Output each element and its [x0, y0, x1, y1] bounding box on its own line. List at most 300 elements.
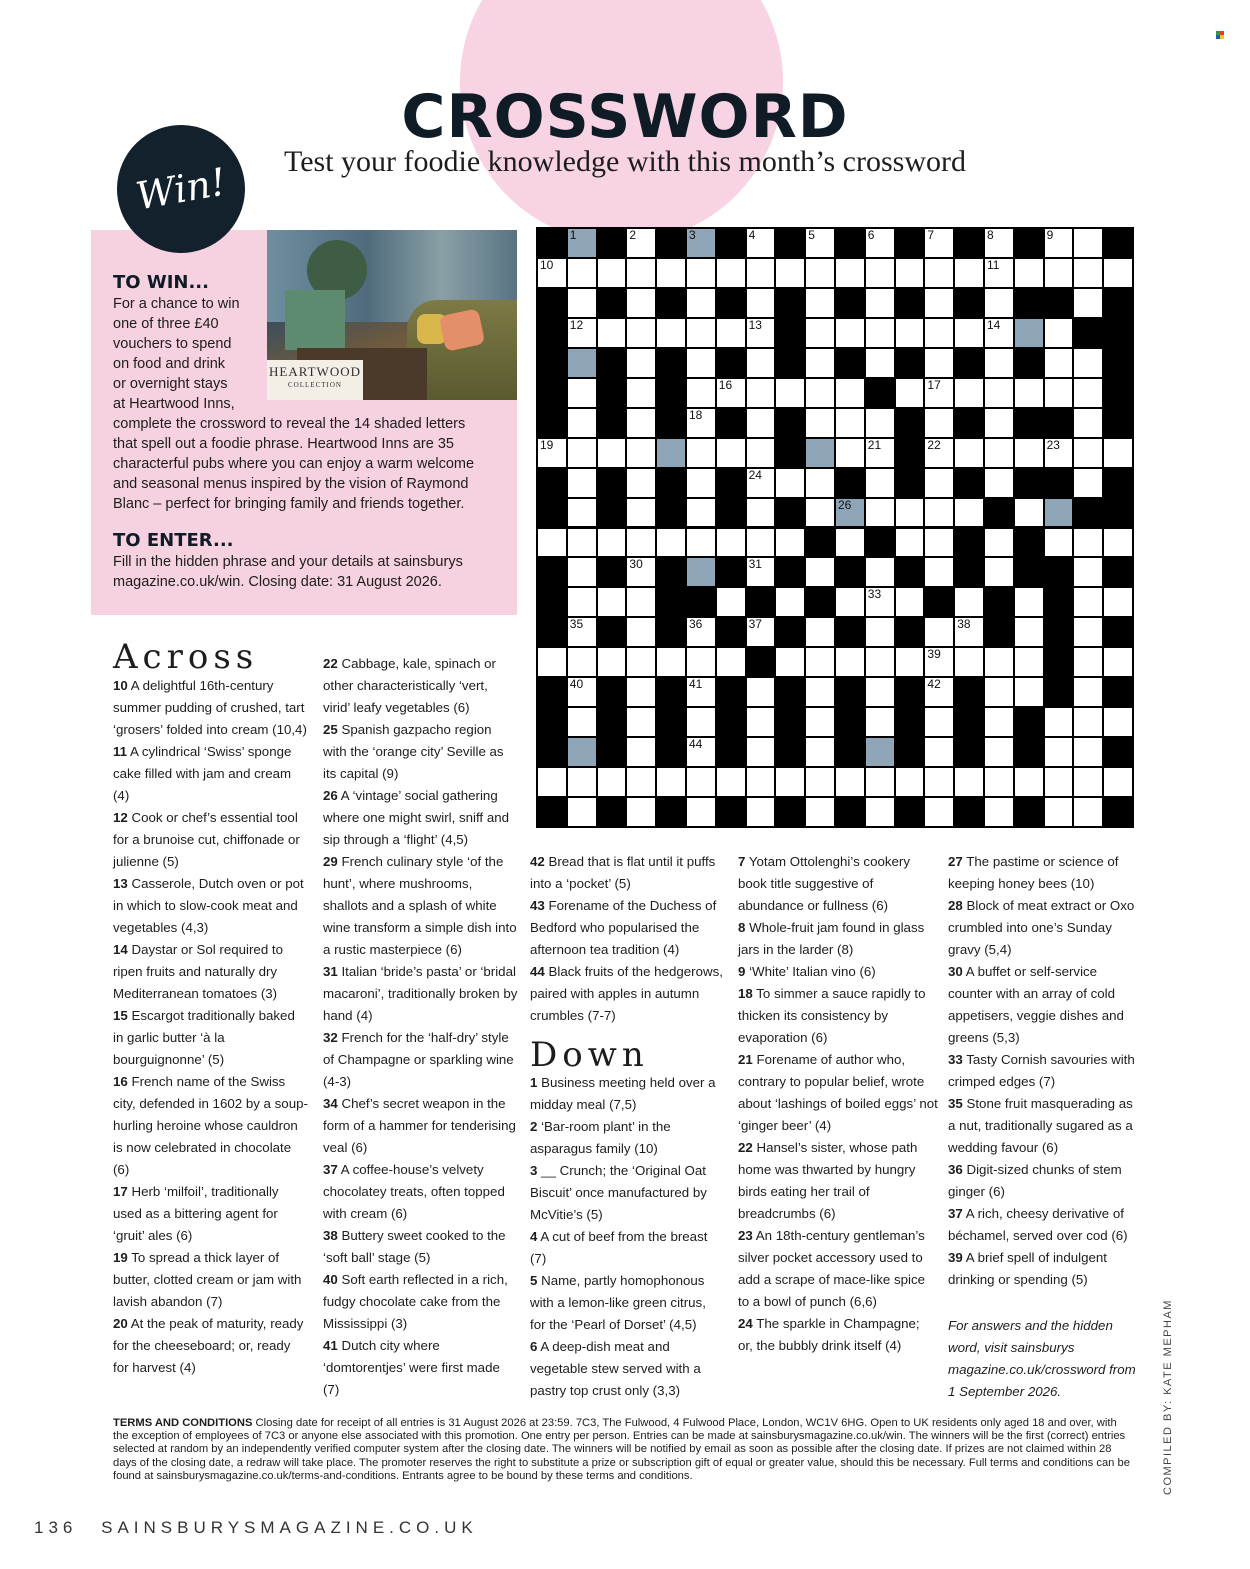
- grid-cell[interactable]: [687, 439, 715, 467]
- grid-cell[interactable]: [776, 469, 804, 497]
- grid-cell[interactable]: [747, 229, 775, 257]
- grid-cell[interactable]: [717, 319, 745, 347]
- clue-text: Black fruits of the hedgerows, paired with apples in autumn crumbles (7-7): [530, 964, 723, 1023]
- grid-cell[interactable]: [747, 409, 775, 437]
- grid-cell[interactable]: [1045, 798, 1073, 826]
- grid-cell[interactable]: [866, 588, 894, 616]
- grid-cell[interactable]: [1104, 708, 1132, 736]
- grid-cell[interactable]: [627, 319, 655, 347]
- grid-cell[interactable]: [717, 379, 745, 407]
- grid-cell[interactable]: [1074, 798, 1102, 826]
- grid-cell[interactable]: [866, 439, 894, 467]
- grid-cell[interactable]: [1015, 618, 1043, 646]
- grid-cell[interactable]: [657, 259, 685, 287]
- cell-number: 41: [689, 677, 703, 692]
- grid-cell[interactable]: [568, 469, 596, 497]
- grid-cell[interactable]: [1045, 708, 1073, 736]
- grid-cell[interactable]: [985, 349, 1013, 377]
- grid-cell[interactable]: [1045, 529, 1073, 557]
- grid-cell[interactable]: [955, 319, 983, 347]
- grid-cell[interactable]: [627, 588, 655, 616]
- grid-cell[interactable]: [776, 768, 804, 796]
- grid-cell[interactable]: [925, 469, 953, 497]
- grid-cell[interactable]: [806, 259, 834, 287]
- grid-cell[interactable]: [627, 229, 655, 257]
- grid-cell[interactable]: [866, 469, 894, 497]
- grid-cell[interactable]: [568, 289, 596, 317]
- grid-cell[interactable]: [836, 588, 864, 616]
- clue-number: 25: [323, 722, 338, 737]
- grid-cell[interactable]: [806, 678, 834, 706]
- grid-cell[interactable]: [717, 529, 745, 557]
- grid-cell[interactable]: [925, 798, 953, 826]
- cell-number: 18: [689, 407, 703, 422]
- grid-cell[interactable]: [568, 678, 596, 706]
- grid-cell[interactable]: [836, 529, 864, 557]
- clue-text: Buttery sweet cooked to the ‘soft ball’ stage (5): [323, 1228, 506, 1265]
- grid-cell[interactable]: [627, 529, 655, 557]
- grid-cell[interactable]: [1074, 738, 1102, 766]
- grid-cell[interactable]: [776, 648, 804, 676]
- grid-cell[interactable]: [687, 409, 715, 437]
- grid-cell[interactable]: [747, 708, 775, 736]
- grid-cell[interactable]: [1045, 439, 1073, 467]
- grid-cell[interactable]: [866, 349, 894, 377]
- grid-cell[interactable]: [657, 529, 685, 557]
- grid-cell[interactable]: [925, 678, 953, 706]
- grid-cell[interactable]: [1015, 319, 1043, 347]
- to-win-body: [113, 414, 474, 514]
- grid-cell[interactable]: [687, 798, 715, 826]
- grid-cell[interactable]: [1074, 558, 1102, 586]
- grid-cell[interactable]: [1074, 379, 1102, 407]
- grid-cell[interactable]: [747, 379, 775, 407]
- grid-cell[interactable]: [1015, 678, 1043, 706]
- grid-cell[interactable]: [836, 768, 864, 796]
- grid-cell[interactable]: [1104, 588, 1132, 616]
- grid-cell[interactable]: [1015, 439, 1043, 467]
- clue-number: 22: [738, 1140, 753, 1155]
- grid-cell[interactable]: [747, 529, 775, 557]
- grid-cell[interactable]: [1104, 529, 1132, 557]
- grid-cell[interactable]: [657, 439, 685, 467]
- cell-number: 38: [957, 617, 971, 632]
- clue-text: Digit-sized chunks of stem ginger (6): [948, 1162, 1122, 1199]
- grid-cell[interactable]: [806, 469, 834, 497]
- grid-cell[interactable]: [896, 529, 924, 557]
- grid-cell[interactable]: [1104, 648, 1132, 676]
- grid-cell[interactable]: [598, 319, 626, 347]
- clue: [530, 1270, 725, 1336]
- grid-cell[interactable]: [925, 439, 953, 467]
- grid-cell[interactable]: [806, 738, 834, 766]
- grid-cell[interactable]: [925, 289, 953, 317]
- grid-cell[interactable]: [568, 768, 596, 796]
- grid-cell[interactable]: [1015, 648, 1043, 676]
- grid-cell[interactable]: [538, 529, 566, 557]
- clue-number: 28: [948, 898, 963, 913]
- promo-line: complete the crossword to reveal the 14 shaded letters: [113, 416, 466, 432]
- clue-text: To spread a thick layer of butter, clotted cream or jam with lavish abandon (7): [113, 1250, 302, 1309]
- grid-cell[interactable]: [1045, 349, 1073, 377]
- grid-cell[interactable]: [836, 648, 864, 676]
- grid-cell[interactable]: [568, 319, 596, 347]
- grid-cell[interactable]: [836, 259, 864, 287]
- grid-cell[interactable]: [627, 379, 655, 407]
- grid-cell[interactable]: [836, 319, 864, 347]
- grid-cell[interactable]: [598, 768, 626, 796]
- grid-cell[interactable]: [538, 259, 566, 287]
- grid-cell[interactable]: [866, 708, 894, 736]
- grid-cell[interactable]: [866, 409, 894, 437]
- grid-cell[interactable]: [598, 259, 626, 287]
- grid-cell[interactable]: [955, 588, 983, 616]
- grid-cell[interactable]: [866, 618, 894, 646]
- grid-cell[interactable]: [985, 529, 1013, 557]
- grid-cell[interactable]: [866, 259, 894, 287]
- grid-cell[interactable]: [568, 558, 596, 586]
- grid-cell[interactable]: [538, 648, 566, 676]
- grid-cell[interactable]: [568, 229, 596, 257]
- grid-cell[interactable]: [687, 349, 715, 377]
- clue-number: 9: [738, 964, 746, 979]
- grid-cell[interactable]: [776, 588, 804, 616]
- grid-cell[interactable]: [747, 469, 775, 497]
- grid-cell[interactable]: [687, 229, 715, 257]
- grid-cell[interactable]: [985, 319, 1013, 347]
- grid-cell[interactable]: [1045, 229, 1073, 257]
- grid-cell[interactable]: [985, 768, 1013, 796]
- grid-cell[interactable]: [627, 259, 655, 287]
- grid-cell[interactable]: [1074, 768, 1102, 796]
- grid-cell[interactable]: [568, 798, 596, 826]
- clue-number: 42: [530, 854, 545, 869]
- grid-cell[interactable]: [806, 289, 834, 317]
- grid-cell[interactable]: [955, 648, 983, 676]
- grid-cell[interactable]: [598, 529, 626, 557]
- clue-text: A cut of beef from the breast (7): [530, 1229, 708, 1266]
- grid-cell[interactable]: [985, 469, 1013, 497]
- grid-cell[interactable]: [985, 678, 1013, 706]
- grid-cell[interactable]: [717, 259, 745, 287]
- grid-cell[interactable]: [747, 349, 775, 377]
- grid-cell[interactable]: [806, 229, 834, 257]
- grid-cell[interactable]: [806, 708, 834, 736]
- clue-text: Business meeting held over a midday meal (7,5): [530, 1075, 716, 1112]
- grid-cell[interactable]: [1074, 678, 1102, 706]
- grid-cell[interactable]: [687, 469, 715, 497]
- grid-cell[interactable]: [687, 618, 715, 646]
- grid-cell[interactable]: [866, 798, 894, 826]
- grid-cell[interactable]: [1015, 259, 1043, 287]
- grid-cell[interactable]: [1104, 439, 1132, 467]
- grid-cell[interactable]: [866, 319, 894, 347]
- grid-cell[interactable]: [1074, 349, 1102, 377]
- grid-cell[interactable]: [896, 648, 924, 676]
- grid-cell[interactable]: [866, 648, 894, 676]
- grid-cell[interactable]: [1074, 439, 1102, 467]
- grid-cell[interactable]: [627, 499, 655, 527]
- grid-cell[interactable]: [776, 259, 804, 287]
- grid-cell[interactable]: [568, 499, 596, 527]
- grid-cell[interactable]: [717, 439, 745, 467]
- grid-cell[interactable]: [866, 289, 894, 317]
- grid-cell[interactable]: [806, 648, 834, 676]
- promo-line: at Heartwood Inns,: [113, 396, 235, 413]
- clue-number: 26: [323, 788, 338, 803]
- grid-cell[interactable]: [687, 678, 715, 706]
- grid-cell[interactable]: [985, 648, 1013, 676]
- grid-cell[interactable]: [776, 529, 804, 557]
- grid-cell[interactable]: [717, 588, 745, 616]
- grid-cell[interactable]: [955, 379, 983, 407]
- grid-cell[interactable]: [568, 349, 596, 377]
- grid-cell[interactable]: [806, 618, 834, 646]
- grid-cell[interactable]: [806, 379, 834, 407]
- grid-cell[interactable]: [1104, 259, 1132, 287]
- grid-cell[interactable]: [598, 588, 626, 616]
- grid-cell[interactable]: [627, 768, 655, 796]
- grid-cell[interactable]: [776, 379, 804, 407]
- grid-cell[interactable]: [627, 648, 655, 676]
- grid-cell[interactable]: [925, 409, 953, 437]
- grid-cell[interactable]: [568, 588, 596, 616]
- grid-cell[interactable]: [657, 768, 685, 796]
- grid-cell[interactable]: [925, 618, 953, 646]
- grid-cell[interactable]: [687, 738, 715, 766]
- grid-cell[interactable]: [925, 259, 953, 287]
- grid-cell[interactable]: [925, 379, 953, 407]
- grid-cell[interactable]: [955, 439, 983, 467]
- grid-cell[interactable]: [1015, 499, 1043, 527]
- grid-cell[interactable]: [866, 229, 894, 257]
- grid-cell[interactable]: [985, 379, 1013, 407]
- grid-cell[interactable]: [717, 648, 745, 676]
- grid-cell[interactable]: [896, 379, 924, 407]
- grid-cell[interactable]: [806, 798, 834, 826]
- grid-cell[interactable]: [925, 499, 953, 527]
- grid-cell[interactable]: [747, 798, 775, 826]
- grid-cell[interactable]: [925, 648, 953, 676]
- grid-cell[interactable]: [925, 229, 953, 257]
- grid-cell[interactable]: [1074, 618, 1102, 646]
- grid-cell[interactable]: [627, 678, 655, 706]
- grid-cell[interactable]: [1015, 379, 1043, 407]
- grid-cell[interactable]: [866, 738, 894, 766]
- grid-cell[interactable]: [955, 499, 983, 527]
- grid-cell[interactable]: [836, 439, 864, 467]
- grid-cell[interactable]: [806, 768, 834, 796]
- clue-text: Stone fruit masquerading as a nut, traditionally sugared as a wedding favour (6): [948, 1096, 1133, 1155]
- grid-cell[interactable]: [1074, 289, 1102, 317]
- grid-cell[interactable]: [896, 499, 924, 527]
- grid-cell[interactable]: [806, 409, 834, 437]
- grid-cell[interactable]: [985, 708, 1013, 736]
- grid-cell[interactable]: [985, 558, 1013, 586]
- clue-number: 41: [323, 1338, 338, 1353]
- clue-number: 18: [738, 986, 753, 1001]
- grid-cell[interactable]: [955, 618, 983, 646]
- grid-cell[interactable]: [925, 529, 953, 557]
- grid-cell[interactable]: [687, 529, 715, 557]
- clue-number: 7: [738, 854, 746, 869]
- clue-text: Name, partly homophonous with a lemon-like green citrus, for the ‘Pearl of Dorset’ (4,5): [530, 1273, 706, 1332]
- grid-cell[interactable]: [568, 529, 596, 557]
- grid-cell[interactable]: [747, 768, 775, 796]
- grid-cell[interactable]: [657, 648, 685, 676]
- grid-cell[interactable]: [687, 319, 715, 347]
- grid-cell[interactable]: [806, 558, 834, 586]
- grid-cell[interactable]: [1074, 409, 1102, 437]
- grid-cell[interactable]: [896, 768, 924, 796]
- cell-number: 3: [689, 228, 696, 242]
- grid-cell[interactable]: [627, 618, 655, 646]
- grid-cell[interactable]: [1074, 529, 1102, 557]
- grid-cell[interactable]: [687, 708, 715, 736]
- clue-number: 40: [323, 1272, 338, 1287]
- grid-cell[interactable]: [1074, 469, 1102, 497]
- grid-cell[interactable]: [896, 319, 924, 347]
- grid-cell[interactable]: [687, 558, 715, 586]
- grid-cell[interactable]: [806, 439, 834, 467]
- grid-cell[interactable]: [747, 439, 775, 467]
- grid-cell[interactable]: [747, 259, 775, 287]
- grid-cell[interactable]: [687, 259, 715, 287]
- grid-cell[interactable]: [1045, 379, 1073, 407]
- grid-cell[interactable]: [866, 768, 894, 796]
- grid-cell[interactable]: [1074, 648, 1102, 676]
- answers-note-text: For answers and the hidden word, visit sainsburys magazine.co.uk/crossword from 1 September 2026.: [948, 1318, 1136, 1399]
- grid-cell[interactable]: [568, 379, 596, 407]
- grid-cell[interactable]: [806, 349, 834, 377]
- grid-cell[interactable]: [627, 289, 655, 317]
- grid-cell[interactable]: [1074, 259, 1102, 287]
- grid-cell[interactable]: [687, 289, 715, 317]
- clue: [948, 1093, 1143, 1159]
- grid-cell[interactable]: [687, 379, 715, 407]
- grid-cell[interactable]: [568, 738, 596, 766]
- grid-cell[interactable]: [627, 409, 655, 437]
- grid-cell[interactable]: [687, 768, 715, 796]
- clue: [323, 851, 518, 961]
- grid-cell[interactable]: [985, 229, 1013, 257]
- clue: [738, 1049, 938, 1137]
- grid-cell[interactable]: [657, 319, 685, 347]
- grid-cell[interactable]: [747, 499, 775, 527]
- grid-cell[interactable]: [985, 289, 1013, 317]
- cell-number: 17: [927, 377, 941, 392]
- grid-cell[interactable]: [866, 499, 894, 527]
- grid-cell[interactable]: [1074, 229, 1102, 257]
- grid-cell[interactable]: [627, 708, 655, 736]
- grid-cell[interactable]: [836, 379, 864, 407]
- grid-cell[interactable]: [747, 558, 775, 586]
- grid-cell[interactable]: [1045, 768, 1073, 796]
- clue-text: Tasty Cornish savouries with crimped edges (7): [948, 1052, 1135, 1089]
- grid-cell[interactable]: [598, 439, 626, 467]
- cell-number: 31: [748, 557, 762, 572]
- grid-cell[interactable]: [568, 409, 596, 437]
- clue-text: The pastime or science of keeping honey bees (10): [948, 854, 1119, 891]
- grid-cell[interactable]: [568, 618, 596, 646]
- clue-text: Soft earth reflected in a rich, fudgy chocolate cake from the Mississippi (3): [323, 1272, 508, 1331]
- grid-cell[interactable]: [1045, 499, 1073, 527]
- grid-cell[interactable]: [955, 768, 983, 796]
- grid-cell[interactable]: [568, 259, 596, 287]
- grid-cell[interactable]: [925, 558, 953, 586]
- grid-cell[interactable]: [925, 768, 953, 796]
- grid-cell[interactable]: [747, 289, 775, 317]
- grid-cell[interactable]: [836, 409, 864, 437]
- grid-cell[interactable]: [1104, 768, 1132, 796]
- grid-cell[interactable]: [806, 319, 834, 347]
- grid-cell[interactable]: [627, 738, 655, 766]
- grid-cell[interactable]: [568, 708, 596, 736]
- grid-cell[interactable]: [538, 439, 566, 467]
- grid-cell[interactable]: [1074, 588, 1102, 616]
- across-clues-col-2: [323, 653, 518, 1401]
- grid-cell[interactable]: [925, 319, 953, 347]
- grid-cell[interactable]: [747, 319, 775, 347]
- grid-cell[interactable]: [627, 558, 655, 586]
- grid-cell[interactable]: [985, 738, 1013, 766]
- grid-cell[interactable]: [627, 469, 655, 497]
- grid-cell[interactable]: [1045, 319, 1073, 347]
- clue-text: Herb ‘milfoil’, traditionally used as a bittering agent for ‘gruit’ ales (6): [113, 1184, 279, 1243]
- grid-cell[interactable]: [925, 708, 953, 736]
- grid-cell[interactable]: [598, 648, 626, 676]
- grid-cell[interactable]: [717, 768, 745, 796]
- grid-cell[interactable]: [538, 768, 566, 796]
- grid-cell[interactable]: [866, 678, 894, 706]
- grid-cell[interactable]: [687, 648, 715, 676]
- grid-cell[interactable]: [568, 648, 596, 676]
- grid-cell[interactable]: [866, 558, 894, 586]
- clue-number: 4: [530, 1229, 538, 1244]
- grid-cell[interactable]: [925, 349, 953, 377]
- grid-cell[interactable]: [836, 499, 864, 527]
- clue-text: A deep-dish meat and vegetable stew served with a pastry top crust only (3,3): [530, 1339, 701, 1398]
- grid-cell[interactable]: [925, 738, 953, 766]
- grid-cell[interactable]: [985, 439, 1013, 467]
- grid-cell[interactable]: [687, 499, 715, 527]
- clue: [738, 1313, 938, 1357]
- grid-cell[interactable]: [568, 439, 596, 467]
- grid-cell[interactable]: [627, 798, 655, 826]
- grid-cell[interactable]: [955, 259, 983, 287]
- grid-cell[interactable]: [985, 259, 1013, 287]
- grid-cell[interactable]: [1015, 768, 1043, 796]
- grid-cell[interactable]: [627, 439, 655, 467]
- grid-cell[interactable]: [747, 738, 775, 766]
- promo-photo: [267, 230, 517, 400]
- grid-cell[interactable]: [896, 588, 924, 616]
- grid-cell[interactable]: [896, 259, 924, 287]
- grid-cell[interactable]: [985, 409, 1013, 437]
- grid-cell[interactable]: [1015, 588, 1043, 616]
- grid-cell[interactable]: [806, 499, 834, 527]
- grid-cell[interactable]: [1045, 738, 1073, 766]
- clue: [113, 1247, 308, 1313]
- grid-cell[interactable]: [747, 618, 775, 646]
- clue: [948, 1203, 1143, 1247]
- grid-cell[interactable]: [627, 349, 655, 377]
- clue: [948, 1247, 1143, 1291]
- grid-cell[interactable]: [1074, 708, 1102, 736]
- grid-cell[interactable]: [747, 678, 775, 706]
- grid-cell[interactable]: [985, 798, 1013, 826]
- grid-cell[interactable]: [1045, 259, 1073, 287]
